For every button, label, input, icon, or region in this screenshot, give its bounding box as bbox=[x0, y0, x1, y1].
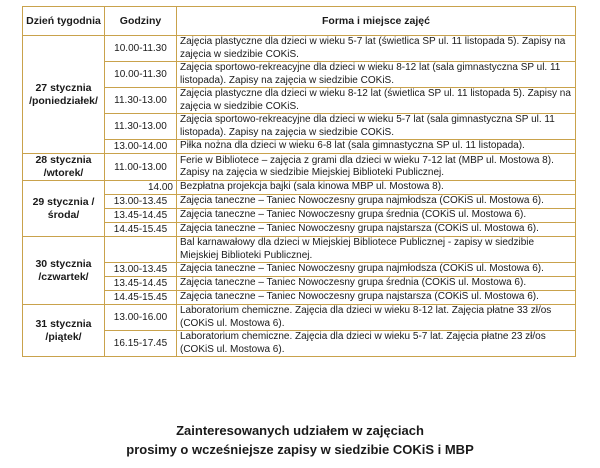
description-cell: Zajęcia taneczne – Taniec Nowoczesny grupa najmłodsza (COKiS ul. Mostowa 6). bbox=[177, 195, 576, 209]
table-row bbox=[23, 195, 576, 209]
table-row bbox=[23, 114, 576, 140]
table-row bbox=[23, 62, 576, 88]
day-cell-thursday: 30 stycznia /czwartek/ bbox=[23, 237, 105, 305]
table-row bbox=[23, 291, 576, 305]
table-row bbox=[23, 277, 576, 291]
header-form: Forma i miejsce zajęć bbox=[177, 7, 576, 36]
time-cell bbox=[105, 237, 177, 263]
table-row bbox=[23, 88, 576, 114]
time-cell: 11.30-13.00 bbox=[105, 114, 177, 140]
time-cell: 14.45-15.45 bbox=[105, 223, 177, 237]
time-cell: 13.00-16.00 bbox=[105, 305, 177, 331]
description-cell: Zajęcia taneczne – Taniec Nowoczesny grupa najmłodsza (COKiS ul. Mostowa 6). bbox=[177, 263, 576, 277]
table-row bbox=[23, 154, 576, 181]
time-cell: 11.00-13.00 bbox=[105, 154, 177, 181]
table-row bbox=[23, 237, 576, 263]
time-cell: 13.00-14.00 bbox=[105, 140, 177, 154]
header-row bbox=[23, 7, 576, 36]
day-cell-monday: 27 stycznia /poniedziałek/ bbox=[23, 36, 105, 154]
description-cell: Zajęcia taneczne – Taniec Nowoczesny grupa średnia (COKiS ul. Mostowa 6). bbox=[177, 277, 576, 291]
description-cell: Zajęcia taneczne – Taniec Nowoczesny grupa średnia (COKiS ul. Mostowa 6). bbox=[177, 209, 576, 223]
table-row bbox=[23, 36, 576, 62]
description-cell: Laboratorium chemiczne. Zajęcia dla dzieci w wieku 5-7 lat. Zajęcia płatne 23 zł/os (COKiS ul. Mostowa 6). bbox=[177, 331, 576, 357]
time-cell: 10.00-11.30 bbox=[105, 36, 177, 62]
day-cell-friday: 31 stycznia /piątek/ bbox=[23, 305, 105, 357]
time-cell: 13.45-14.45 bbox=[105, 277, 177, 291]
description-cell: Zajęcia sportowo-rekreacyjne dla dzieci w wieku 5-7 lat (sala gimnastyczna SP ul. 11 listopada). Zapisy na zajęcia w siedzibie COKiS. bbox=[177, 114, 576, 140]
time-cell: 14.45-15.45 bbox=[105, 291, 177, 305]
table-row bbox=[23, 305, 576, 331]
table-row bbox=[23, 140, 576, 154]
header-day: Dzień tygodnia bbox=[23, 7, 105, 36]
description-cell: Zajęcia taneczne – Taniec Nowoczesny grupa najstarsza (COKiS ul. Mostowa 6). bbox=[177, 291, 576, 305]
description-cell: Zajęcia sportowo-rekreacyjne dla dzieci w wieku 8-12 lat (sala gimnastyczna SP ul. 11 listopada). Zapisy na zajęcia w siedzibie COKiS. bbox=[177, 62, 576, 88]
schedule-table bbox=[22, 6, 576, 357]
description-cell: Zajęcia plastyczne dla dzieci w wieku 8-12 lat (świetlica SP ul. 11 listopada 5). Zapisy na zajęcia w siedzibie COKiS. bbox=[177, 88, 576, 114]
time-cell: 13.00-13.45 bbox=[105, 195, 177, 209]
table-row bbox=[23, 223, 576, 237]
time-cell: 16.15-17.45 bbox=[105, 331, 177, 357]
time-cell: 10.00-11.30 bbox=[105, 62, 177, 88]
table-row bbox=[23, 209, 576, 223]
description-cell: Ferie w Bibliotece – zajęcia z grami dla dzieci w wieku 7-12 lat (MBP ul. Mostowa 8). Zapisy na zajęcia w siedzibie Miejskiej Biblioteki Publicznej. bbox=[177, 154, 576, 181]
description-cell: Bezpłatna projekcja bajki (sala kinowa MBP ul. Mostowa 8). bbox=[177, 181, 576, 195]
description-cell: Bal karnawałowy dla dzieci w Miejskiej Bibliotece Publicznej - zapisy w siedzibie Miejskiej Biblioteki Publicznej. bbox=[177, 237, 576, 263]
table-row bbox=[23, 181, 576, 195]
table-row bbox=[23, 263, 576, 277]
footer-line-2: prosimy o wcześniejsze zapisy w siedzibie COKiS i MBP bbox=[126, 442, 474, 457]
time-cell: 13.45-14.45 bbox=[105, 209, 177, 223]
table-row bbox=[23, 331, 576, 357]
description-cell: Zajęcia plastyczne dla dzieci w wieku 5-7 lat (świetlica SP ul. 11 listopada 5). Zapisy na zajęcia w siedzibie COKiS. bbox=[177, 36, 576, 62]
day-cell-tuesday: 28 stycznia /wtorek/ bbox=[23, 154, 105, 181]
description-cell: Zajęcia taneczne – Taniec Nowoczesny grupa najstarsza (COKiS ul. Mostowa 6). bbox=[177, 223, 576, 237]
description-cell: Laboratorium chemiczne. Zajęcia dla dzieci w wieku 8-12 lat. Zajęcia płatne 33 zł/os (COKiS ul. Mostowa 6). bbox=[177, 305, 576, 331]
time-cell: 11.30-13.00 bbox=[105, 88, 177, 114]
header-hours: Godziny bbox=[105, 7, 177, 36]
day-cell-wednesday: 29 stycznia /środa/ bbox=[23, 181, 105, 237]
time-cell: 14.00 bbox=[105, 181, 177, 195]
time-cell: 13.00-13.45 bbox=[105, 263, 177, 277]
footer-line-1: Zainteresowanych udziałem w zajęciach bbox=[176, 423, 424, 438]
description-cell: Piłka nożna dla dzieci w wieku 6-8 lat (sala gimnastyczna SP ul. 11 listopada). bbox=[177, 140, 576, 154]
